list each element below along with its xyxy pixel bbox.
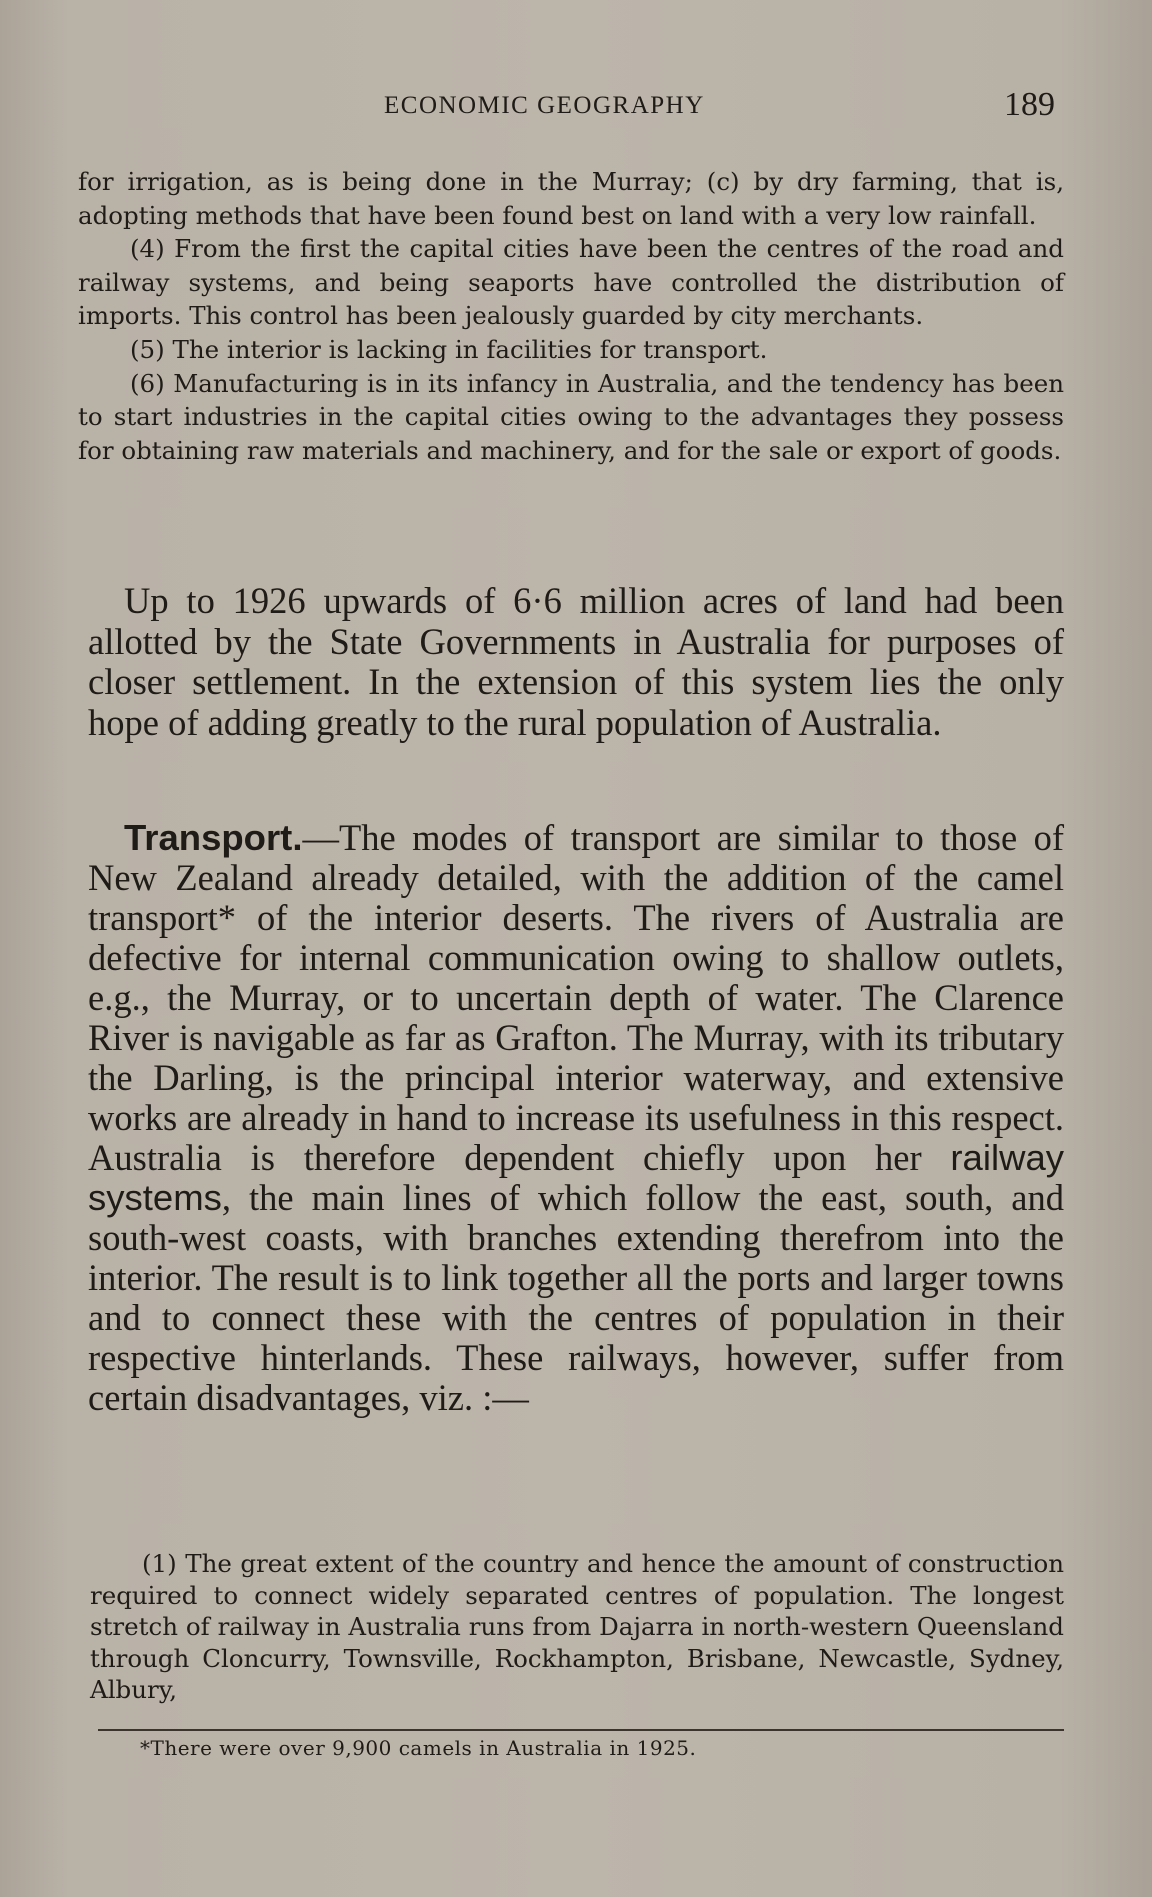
footnote-rule <box>98 1729 1064 1731</box>
transport-text-part-1: —The modes of transport are similar to those of New Zealand already detailed, with the addition of the camel transport* of the interior deserts. The rivers of Australia are defective for internal communication owing to shallow outlets, e.g., the Murray, or to uncertain depth of water. The Clarence River is navigable as far as Grafton. The Murray, with its tributary the Darling, is the principal interior waterway, and extensive works are already in hand to increase its usefulness in this respect. Australia is therefore dependent chiefly upon her <box>88 817 1064 1178</box>
transport-heading: Transport. <box>124 817 303 858</box>
disadvantages-list <box>90 1548 1064 1706</box>
numbered-points-block <box>78 165 1064 467</box>
paragraph-closer-settlement: Up to 1926 upwards of 6·6 million acres of land had been allotted by the State Governments in Australia for purposes of closer settlement. In the extension of this system lies the only hope of adding greatly to the rural population of Australia. <box>88 580 1064 743</box>
paragraph-irrigation-continuation: for irrigation, as is being done in the Murray; (c) by dry farming, that is, adopting methods that have been found best on land with a very low rainfall. <box>78 167 1064 230</box>
page-number: 189 <box>1004 86 1055 123</box>
paragraph-point-6: (6) Manufacturing is in its infancy in Australia, and the tendency has been to start industries in the capital cities owing to the advantages they possess for obtaining raw materials and machinery, and for the sale or export of goods. <box>78 368 1064 465</box>
railway-systems-term: railway systems <box>88 1137 1064 1218</box>
running-title: ECONOMIC GEOGRAPHY <box>384 92 705 119</box>
paragraph-point-5: (5) The interior is lacking in facilities for transport. <box>130 334 768 364</box>
paragraph-transport <box>88 818 1064 1418</box>
paragraph-point-4: (4) From the first the capital cities have been the centres of the road and railway systems, and being seaports have controlled the distribution of imports. This control has been jealously guarded by city merchants. <box>78 234 1064 331</box>
transport-text-part-2: , the main lines of which follow the east, south, and south-west coasts, with branches extending therefrom into the interior. The result is to link together all the ports and larger towns and to connect these with the centres of population in their respective hinterlands. These railways, however, suffer from certain disadvantages, viz. :— <box>88 1177 1064 1418</box>
paragraph-disadvantage-1: (1) The great extent of the country and hence the amount of construction required to connect widely separated centres of population. The longest stretch of railway in Australia runs from Dajarra in north-western Queensland through Cloncurry, Townsville, Rockhampton, Brisbane, Newcastle, Sydney, Albury, <box>90 1549 1064 1705</box>
page-header <box>0 88 1152 128</box>
transport-section <box>88 818 1064 1418</box>
footnote: *There were over 9,900 camels in Australia in 1925. <box>140 1736 697 1760</box>
